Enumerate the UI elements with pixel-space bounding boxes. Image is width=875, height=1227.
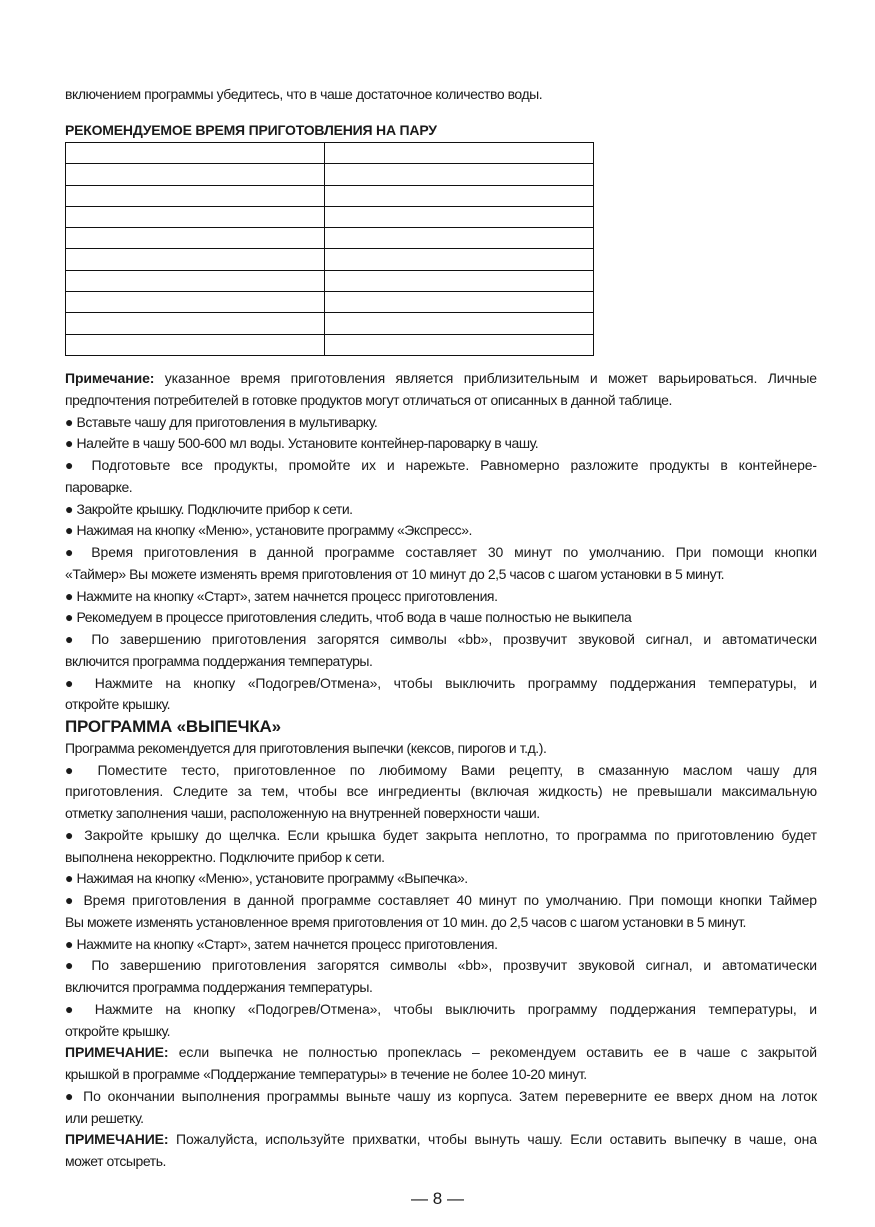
text-line (65, 1129, 817, 1151)
text-line (65, 955, 817, 977)
table-cell (325, 334, 594, 355)
table-cell (325, 143, 594, 164)
note-label: ПРИМЕЧАНИЕ: (65, 1131, 169, 1148)
text-line (65, 1108, 817, 1130)
text-line (65, 455, 817, 477)
table-cell (325, 249, 594, 270)
intro-line: включением программы убедитесь, что в чаше достаточное количество воды. (65, 86, 543, 102)
line-text: ● Вставьте чашу для приготовления в мультиварку. (65, 413, 378, 430)
line-text: ПРОГРАММА «ВЫПЕЧКА» (65, 717, 281, 736)
table-cell (325, 292, 594, 313)
line-text: крышкой в программе «Поддержание температуры» в течение не более 10-20 минут. (65, 1066, 587, 1082)
table-cell (325, 206, 594, 227)
text-line (65, 890, 817, 912)
line-text: включится программа поддержания температуры. (65, 652, 373, 669)
line-text: ● Нажмите на кнопку «Старт», затем начнется процесс приготовления. (65, 587, 498, 604)
text-line (65, 847, 817, 869)
line-text: ● Нажмите на кнопку «Подогрев/Отмена», чтобы выключить программу поддержания температуры, и (65, 674, 817, 691)
table-cell (66, 292, 325, 313)
line-text: ● Нажмите на кнопку «Старт», затем начнется процесс приготовления. (65, 935, 498, 952)
section-heading (65, 716, 817, 738)
line-text: выполнена некорректно. Подключите прибор к сети. (65, 848, 385, 865)
text-line (65, 781, 817, 803)
table-row (66, 249, 594, 270)
text-line (65, 999, 817, 1021)
text-line (65, 433, 817, 455)
text-line (65, 368, 817, 390)
line-text: указанное время приготовления является приблизительным и может варьироваться. Личные (154, 370, 817, 386)
table-row (66, 164, 594, 185)
table-row (66, 206, 594, 227)
table-row (66, 143, 594, 164)
text-line (65, 1151, 817, 1173)
text-line (65, 977, 817, 999)
text-line (65, 1021, 817, 1043)
text-line (65, 760, 817, 782)
line-text: «Таймер» Вы можете изменять время приготовления от 10 минут до 2,5 часов с шагом установки в 5 минут. (65, 565, 725, 582)
text-line (65, 629, 817, 651)
table-row (66, 185, 594, 206)
line-text: ● Нажимая на кнопку «Меню», установите программу «Выпечка». (65, 870, 468, 887)
text-line (65, 477, 817, 499)
table-row (66, 334, 594, 355)
page-number: — 8 — (411, 1189, 464, 1208)
line-text: ● Налейте в чашу 500-600 мл воды. Установите контейнер-пароварку в чашу. (65, 435, 539, 452)
line-text: или решетку. (65, 1109, 144, 1126)
text-line (65, 694, 817, 716)
table-row (66, 228, 594, 249)
line-text: пароварке. (65, 478, 133, 495)
text-line (65, 542, 817, 564)
line-text: ● Закройте крышку до щелчка. Если крышка будет закрыта неплотно, то программа по приготовлению будет (65, 826, 817, 843)
table-cell (66, 164, 325, 185)
note-label: Примечание: (65, 370, 155, 386)
document-body (65, 368, 817, 1173)
line-text: ● По завершению приготовления загорятся символы «bb», прозвучит звуковой сигнал, и автоматически (65, 957, 817, 974)
text-line (65, 499, 817, 521)
line-text: ● По завершению приготовления загорятся символы «bb», прозвучит звуковой сигнал, и автоматически (65, 631, 817, 647)
line-text: может отсыреть. (65, 1153, 166, 1169)
note-label: ПРИМЕЧАНИЕ: (65, 1044, 169, 1061)
line-text: ● Рекомедуем в процессе приготовления следить, чтоб вода в чаше полностью не выкипела (65, 609, 632, 626)
text-line (65, 1086, 817, 1108)
line-text: Вы можете изменять установленное время приготовления от 10 мин. до 2,5 часов с шагом установки в 5 минут. (65, 913, 746, 930)
line-text: предпочтения потребителей в готовке продуктов могут отличаться от описанных в данной таблице. (65, 391, 672, 408)
table-cell (66, 270, 325, 291)
line-text: включится программа поддержания температуры. (65, 979, 373, 995)
table-cell (66, 249, 325, 270)
line-text: если выпечка не полностью пропеклась – рекомендуем оставить ее в чаше с закрытой (168, 1044, 817, 1061)
line-text: откройте крышку. (65, 1022, 171, 1039)
text-line (65, 912, 817, 934)
line-text: Программа рекомендуется для приготовления выпечки (кексов, пирогов и т.д.). (65, 739, 547, 756)
table-cell (66, 206, 325, 227)
text-line (65, 934, 817, 956)
line-text: ● Закройте крышку. Подключите прибор к сети. (65, 500, 353, 517)
table-cell (325, 185, 594, 206)
table-row (66, 292, 594, 313)
table-row (66, 313, 594, 334)
table-cell (325, 164, 594, 185)
text-line (65, 825, 817, 847)
table-cell (66, 334, 325, 355)
line-text: ● Время приготовления в данной программе составляет 40 минут по умолчанию. При помощи кнопки Таймер (65, 892, 817, 908)
text-line (65, 803, 817, 825)
line-text: Пожалуйста, используйте прихватки, чтобы вынуть чашу. Если оставить выпечку в чаше, она (168, 1131, 817, 1148)
table-cell (325, 313, 594, 334)
line-text: ● Время приготовления в данной программе составляет 30 минут по умолчанию. При помощи кнопки (65, 544, 817, 560)
steam-time-table (65, 142, 594, 356)
table-cell (325, 228, 594, 249)
table-cell (66, 143, 325, 164)
text-line (65, 673, 817, 695)
table-cell (66, 228, 325, 249)
line-text: отметку заполнения чаши, расположенную на внутренней поверхности чаши. (65, 805, 540, 821)
text-line (65, 1042, 817, 1064)
steam-table-title: РЕКОМЕНДУЕМОЕ ВРЕМЯ ПРИГОТОВЛЕНИЯ НА ПАРУ (65, 122, 437, 138)
line-text: откройте крышку. (65, 696, 171, 713)
text-line (65, 586, 817, 608)
text-line (65, 564, 817, 586)
text-line (65, 520, 817, 542)
line-text: приготовления. Следите за тем, чтобы все ингредиенты (включая жидкость) не превышали максимальную (65, 783, 817, 800)
table-row (66, 270, 594, 291)
text-line (65, 607, 817, 629)
line-text: ● Поместите тесто, приготовленное по любимому Вами рецепту, в смазанную маслом чашу для (65, 761, 817, 778)
text-line (65, 651, 817, 673)
line-text: ● Подготовьте все продукты, промойте их и нарежьте. Равномерно разложите продукты в контейнере- (65, 457, 817, 473)
table-cell (325, 270, 594, 291)
text-line (65, 390, 817, 412)
text-line (65, 868, 817, 890)
line-text: ● По окончании выполнения программы выньте чашу из корпуса. Затем переверните ее вверх дном на лоток (65, 1087, 817, 1104)
line-text: ● Нажимая на кнопку «Меню», установите программу «Экспресс». (65, 522, 472, 539)
text-line (65, 412, 817, 434)
line-text: ● Нажмите на кнопку «Подогрев/Отмена», чтобы выключить программу поддержания температуры, и (65, 1000, 817, 1017)
text-line (65, 738, 817, 760)
table-cell (66, 313, 325, 334)
table-cell (66, 185, 325, 206)
text-line (65, 1064, 817, 1086)
